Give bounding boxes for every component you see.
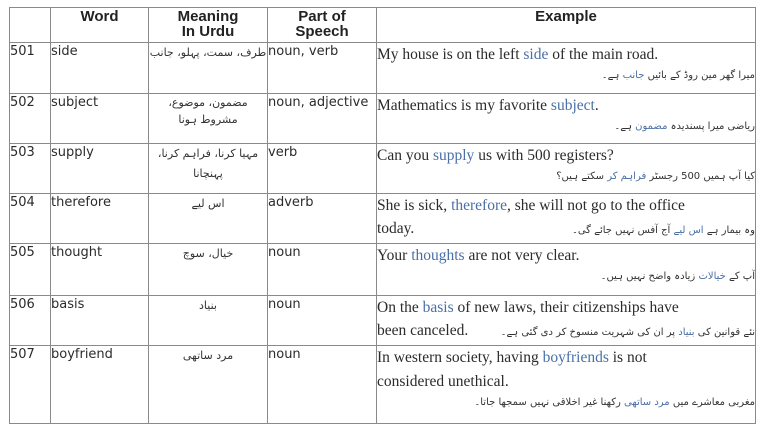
urdu-meaning: مرد ساتھی [149, 346, 268, 424]
row-number: 505 [10, 244, 51, 296]
example-english-line2: considered unethical. [377, 373, 509, 390]
header-pos-line1: Part of [298, 8, 346, 25]
highlighted-word: therefore [451, 197, 507, 214]
example-english: On the basis of new laws, their citizenships have [377, 299, 679, 316]
word: subject [51, 94, 149, 144]
highlighted-word: subject [550, 97, 595, 114]
highlighted-urdu: جانب [622, 70, 645, 81]
example-urdu: میرا گھر مین روڈ کے بائیں جانب ہے۔ [601, 70, 755, 81]
row-number: 507 [10, 346, 51, 424]
word: basis [51, 296, 149, 346]
example-english: Mathematics is my favorite subject. [377, 97, 599, 114]
header-word: Word [51, 8, 149, 43]
word: therefore [51, 194, 149, 244]
example [377, 43, 756, 94]
row-number: 501 [10, 43, 51, 94]
part-of-speech: noun [268, 244, 377, 296]
header-meaning-line2: In Urdu [181, 23, 235, 40]
example-urdu: نئے قوانین کی بنیاد پر ان کی شہریت منسوخ کر دی گئی ہے۔ [500, 327, 755, 338]
highlighted-urdu: بنیاد [678, 327, 695, 338]
table-row [10, 94, 756, 144]
urdu-meaning: خیال، سوچ [149, 244, 268, 296]
example-urdu: کیا آپ ہمیں 500 رجسٹر فراہم کر سکتے ہیں؟ [556, 171, 755, 182]
header-row [10, 8, 756, 43]
table-row [10, 43, 756, 94]
highlighted-word: side [523, 46, 549, 63]
part-of-speech: noun [268, 296, 377, 346]
header-example: Example [377, 8, 756, 43]
row-number: 504 [10, 194, 51, 244]
part-of-speech: noun, adjective [268, 94, 377, 144]
example [377, 194, 756, 244]
highlighted-urdu: اس لیے [673, 225, 704, 236]
word: supply [51, 144, 149, 194]
example-english: In western society, having boyfriends is not [377, 349, 647, 366]
example-english-line2: today. [377, 220, 415, 237]
part-of-speech: adverb [268, 194, 377, 244]
example [377, 244, 756, 296]
highlighted-word: basis [422, 299, 454, 316]
part-of-speech: verb [268, 144, 377, 194]
urdu-meaning: مہیا کرنا، فراہم کرنا، پہنچانا [149, 144, 268, 194]
word: boyfriend [51, 346, 149, 424]
example-english: Can you supply us with 500 registers? [377, 147, 614, 164]
row-number: 503 [10, 144, 51, 194]
example-english-line2: been canceled. [377, 322, 469, 339]
example [377, 346, 756, 424]
table-row [10, 244, 756, 296]
header-pos [268, 8, 377, 43]
urdu-meaning: طرف، سمت، پہلو، جانب [149, 43, 268, 94]
example-english: She is sick, therefore, she will not go to the office [377, 197, 685, 214]
example-urdu: آپ کے خیالات زیادہ واضح نہیں ہیں۔ [600, 271, 755, 282]
urdu-meaning: اس لیے [149, 194, 268, 244]
example-urdu: مغربی معاشرے میں مرد ساتھی رکھنا غیر اخلاقی نہیں سمجھا جاتا۔ [474, 397, 755, 408]
table-row [10, 346, 756, 424]
highlighted-urdu: فراہم کر [607, 171, 647, 182]
example-line2 [377, 218, 755, 242]
example-urdu: وہ بیمار ہے اس لیے آج آفس نہیں جائے گی۔ [571, 225, 755, 236]
urdu-meaning: مضمون، موضوع، مشروط ہونا [149, 94, 268, 144]
word: thought [51, 244, 149, 296]
example-urdu: ریاضی میرا پسندیدہ مضمون ہے۔ [614, 121, 755, 132]
highlighted-word: boyfriends [542, 349, 609, 366]
example-line2 [377, 320, 755, 344]
header-meaning-line1: Meaning [177, 8, 239, 25]
example-english: My house is on the left side of the main road. [377, 46, 659, 63]
urdu-meaning: بنیاد [149, 296, 268, 346]
example [377, 94, 756, 144]
header-pos-line2: Speech [295, 23, 349, 40]
example [377, 144, 756, 194]
row-number: 502 [10, 94, 51, 144]
example-english: Your thoughts are not very clear. [377, 247, 580, 264]
table-row [10, 296, 756, 346]
header-meaning [149, 8, 268, 43]
word: side [51, 43, 149, 94]
header-number [10, 8, 51, 43]
row-number: 506 [10, 296, 51, 346]
table-row [10, 194, 756, 244]
highlighted-urdu: مرد ساتھی [624, 397, 670, 408]
example [377, 296, 756, 346]
highlighted-urdu: مضمون [635, 121, 668, 132]
highlighted-word: thoughts [411, 247, 465, 264]
highlighted-word: supply [432, 147, 475, 164]
vocabulary-table [9, 7, 756, 424]
part-of-speech: noun, verb [268, 43, 377, 94]
table-row [10, 144, 756, 194]
highlighted-urdu: خیالات [698, 271, 726, 282]
part-of-speech: noun [268, 346, 377, 424]
